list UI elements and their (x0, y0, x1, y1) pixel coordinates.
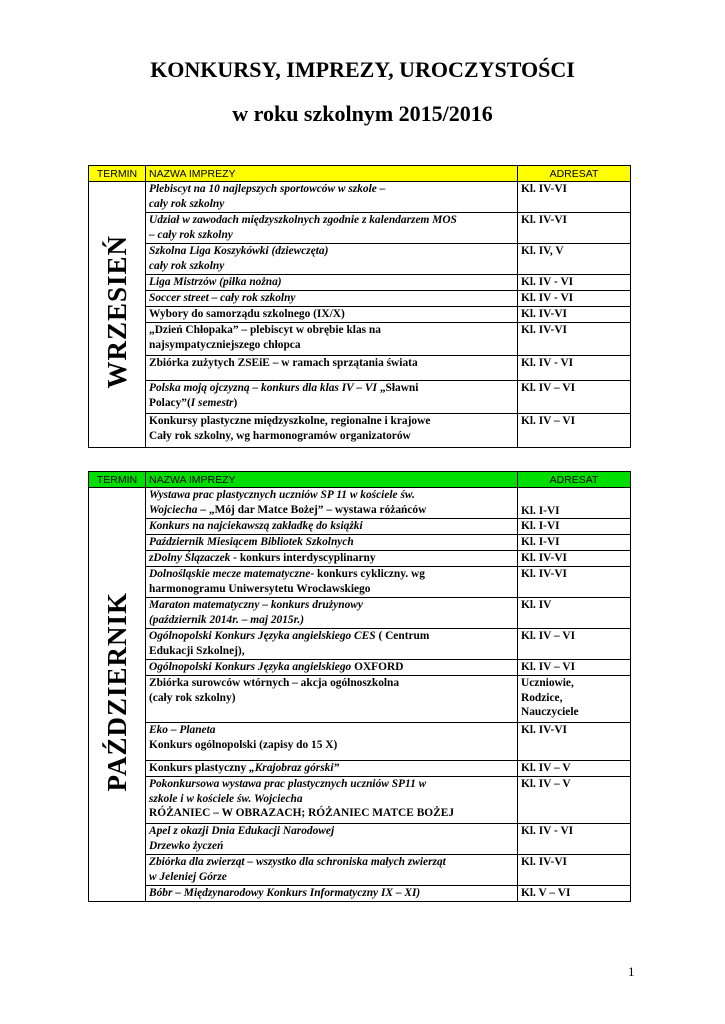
month-cell-october (89, 488, 146, 902)
event-audience: Kl. IV-VI (518, 307, 631, 323)
header-termin: TERMIN (89, 166, 146, 182)
month-label: PAŹDZIERNIK (101, 592, 132, 793)
table-header-row (89, 472, 631, 488)
event-audience: Kl. I-VI (518, 519, 631, 535)
table-row (89, 275, 631, 291)
table-row (89, 598, 631, 629)
event-name: Pokonkursowa wystawa prac plastycznych uczniów SP11 w szkole i w kościele św. Wojciecha RÓŻANIEC – W OBRAZACH; RÓŻANIEC MATCE BOŻEJ (146, 777, 518, 824)
table-row (89, 761, 631, 777)
event-audience: Kl. IV-VI (518, 855, 631, 886)
event-name: Październik Miesiącem Bibliotek Szkolnych (146, 535, 518, 551)
event-audience: Kl. V – VI (518, 886, 631, 902)
table-row (89, 855, 631, 886)
event-audience: Kl. IV - VI (518, 291, 631, 307)
event-audience: Kl. IV – VI (518, 629, 631, 660)
event-audience: Kl. IV (518, 598, 631, 629)
header-adresat: ADRESAT (518, 166, 631, 182)
event-name: Wystawa prac plastycznych uczniów SP 11 w kościele św. Wojciecha – „Mój dar Matce Bożej” – wystawa różańców (146, 488, 518, 519)
event-audience: Kl. IV-VI (518, 323, 631, 356)
event-name: Dolnośląskie mecze matematyczne- konkurs cykliczny. wg harmonogramu Uniwersytetu Wrocławskiego (146, 567, 518, 598)
table-row (89, 723, 631, 761)
event-name: Zbiórka surowców wtórnych – akcja ogólnoszkolna (cały rok szkolny) (146, 676, 518, 723)
event-name: Szkolna Liga Koszykówki (dziewczęta) cały rok szkolny (146, 244, 518, 275)
table-row (89, 381, 631, 414)
event-audience: Uczniowie, Rodzice, Nauczyciele (518, 676, 631, 723)
event-name: Polska moją ojczyzną – konkurs dla klas IV – VI „Sławni Polacy”(I semestr) (146, 381, 518, 414)
table-row (89, 551, 631, 567)
table-row (89, 414, 631, 448)
table-row (89, 182, 631, 213)
event-name: Konkurs na najciekawszą zakładkę do książki (146, 519, 518, 535)
event-audience: Kl. IV-VI (518, 182, 631, 213)
table-row (89, 567, 631, 598)
event-name: „Dzień Chłopaka” – plebiscyt w obrębie klas na najsympatyczniejszego chłopca (146, 323, 518, 356)
october-table (88, 471, 631, 902)
table-row (89, 291, 631, 307)
table-row (89, 660, 631, 676)
page-subtitle: w roku szkolnym 2015/2016 (232, 101, 493, 126)
table-row (89, 213, 631, 244)
table-row (89, 676, 631, 723)
event-name: Wybory do samorządu szkolnego (IX/X) (146, 307, 518, 323)
header-termin: TERMIN (89, 472, 146, 488)
event-name: Plebiscyt na 10 najlepszych sportowców w szkole – cały rok szkolny (146, 182, 518, 213)
event-name: Ogólnopolski Konkurs Języka angielskiego CES ( Centrum Edukacji Szkolnej), (146, 629, 518, 660)
event-name: zDolny Ślązaczek - konkurs interdyscyplinarny (146, 551, 518, 567)
event-name: Zbiórka zużytych ZSEiE – w ramach sprzątania świata (146, 356, 518, 381)
event-audience: Kl. IV-VI (518, 723, 631, 761)
event-audience: Kl. IV – VI (518, 381, 631, 414)
event-audience: Kl. I-VI (518, 488, 631, 519)
month-label: WRZESIEŃ (101, 235, 132, 390)
event-name: Apel z okazji Dnia Edukacji Narodowej Drzewko życzeń (146, 824, 518, 855)
table-row (89, 519, 631, 535)
event-name: Zbiórka dla zwierząt – wszystko dla schroniska małych zwierząt w Jeleniej Górze (146, 855, 518, 886)
event-audience: Kl. I-VI (518, 535, 631, 551)
event-audience: Kl. IV-VI (518, 551, 631, 567)
table-row (89, 488, 631, 519)
event-name: Soccer street – cały rok szkolny (146, 291, 518, 307)
header-nazwa: NAZWA IMPREZY (146, 472, 518, 488)
event-audience: Kl. IV - VI (518, 824, 631, 855)
table-row (89, 535, 631, 551)
table-row (89, 629, 631, 660)
event-name: Liga Mistrzów (piłka nożna) (146, 275, 518, 291)
event-name: Maraton matematyczny – konkurs drużynowy (październik 2014r. – maj 2015r.) (146, 598, 518, 629)
event-name: Eko – Planeta Konkurs ogólnopolski (zapisy do 15 X) (146, 723, 518, 761)
event-audience: Kl. IV – VI (518, 660, 631, 676)
event-audience: Kl. IV – VI (518, 414, 631, 448)
event-name: Ogólnopolski Konkurs Języka angielskiego OXFORD (146, 660, 518, 676)
event-audience: Kl. IV - VI (518, 275, 631, 291)
event-name: Bóbr – Międzynarodowy Konkurs Informatyczny IX – XI) (146, 886, 518, 902)
event-audience: Kl. IV-VI (518, 567, 631, 598)
page-number: 1 (628, 964, 635, 979)
table-row (89, 307, 631, 323)
table-row (89, 777, 631, 824)
event-audience: Kl. IV – V (518, 777, 631, 824)
event-audience: Kl. IV – V (518, 761, 631, 777)
table-row (89, 824, 631, 855)
event-name: Konkursy plastyczne międzyszkolne, regionalne i krajowe Cały rok szkolny, wg harmonogramów organizatorów (146, 414, 518, 448)
event-name: Konkurs plastyczny „Krajobraz górski” (146, 761, 518, 777)
header-adresat: ADRESAT (518, 472, 631, 488)
event-audience: Kl. IV-VI (518, 213, 631, 244)
table-row (89, 886, 631, 902)
event-name: Udział w zawodach międzyszkolnych zgodnie z kalendarzem MOS – cały rok szkolny (146, 213, 518, 244)
event-audience: Kl. IV, V (518, 244, 631, 275)
table-row (89, 356, 631, 381)
header-nazwa: NAZWA IMPREZY (146, 166, 518, 182)
month-cell-september (89, 182, 146, 448)
page-title: KONKURSY, IMPREZY, UROCZYSTOŚCI (150, 57, 575, 82)
table-row (89, 323, 631, 356)
september-table (88, 165, 631, 448)
table-row (89, 244, 631, 275)
table-header-row (89, 166, 631, 182)
event-audience: Kl. IV - VI (518, 356, 631, 381)
